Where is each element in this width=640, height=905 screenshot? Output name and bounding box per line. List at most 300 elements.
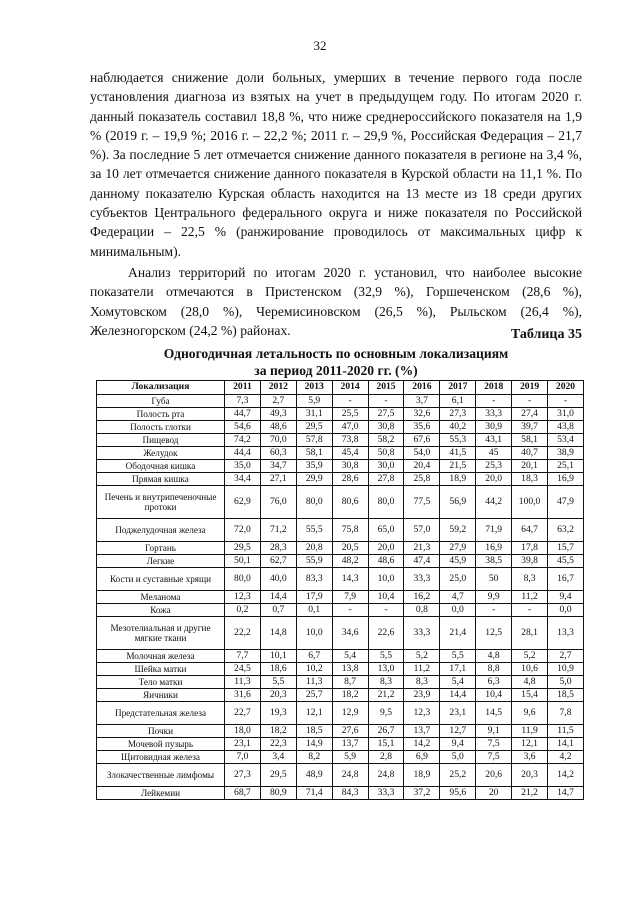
value-cell: 100,0 [512,486,548,519]
localization-cell: Злокачественные лимфомы [97,764,225,787]
value-cell: 74,2 [225,434,261,447]
localization-cell: Почки [97,725,225,738]
value-cell: 14,4 [440,689,476,702]
value-cell: 25,3 [476,460,512,473]
value-cell: 14,7 [548,787,584,800]
table-row [97,460,584,473]
value-cell: 29,9 [296,473,332,486]
table-row [97,650,584,663]
value-cell: 3,7 [404,395,440,408]
value-cell: 25,5 [332,408,368,421]
value-cell: 14,9 [296,738,332,751]
value-cell: 58,1 [296,447,332,460]
value-cell: 5,0 [440,751,476,764]
value-cell: 8,8 [476,663,512,676]
value-cell: 35,9 [296,460,332,473]
value-cell: 27,4 [512,408,548,421]
value-cell: 20,8 [296,542,332,555]
localization-cell: Полость глотки [97,421,225,434]
lethality-table [96,380,584,800]
value-cell: 12,5 [476,617,512,650]
value-cell: 20,1 [512,460,548,473]
value-cell: 8,3 [368,676,404,689]
value-cell: 6,3 [476,676,512,689]
header-year: 2011 [225,381,261,395]
value-cell: 39,8 [512,555,548,568]
table-row [97,408,584,421]
value-cell: 23,1 [225,738,261,751]
value-cell: 20,4 [404,460,440,473]
value-cell: 25,2 [440,764,476,787]
value-cell: 43,1 [476,434,512,447]
table-row [97,568,584,591]
value-cell: 80,6 [332,486,368,519]
value-cell: 27,3 [225,764,261,787]
value-cell: 48,2 [332,555,368,568]
value-cell: 10,9 [548,663,584,676]
table-row [97,751,584,764]
value-cell: 5,2 [512,650,548,663]
table-row [97,486,584,519]
value-cell: - [512,604,548,617]
localization-cell: Меланома [97,591,225,604]
localization-cell: Губа [97,395,225,408]
value-cell: 21,2 [512,787,548,800]
value-cell: 25,0 [440,568,476,591]
value-cell: 15,7 [548,542,584,555]
header-year: 2017 [440,381,476,395]
table-row [97,676,584,689]
value-cell: 4,2 [548,751,584,764]
value-cell: 7,7 [225,650,261,663]
value-cell: 5,9 [332,751,368,764]
value-cell: 62,7 [260,555,296,568]
value-cell: 22,7 [225,702,261,725]
value-cell: 31,6 [225,689,261,702]
value-cell: 19,3 [260,702,296,725]
value-cell: 18,6 [260,663,296,676]
value-cell: 20,5 [332,542,368,555]
localization-cell: Прямая кишка [97,473,225,486]
value-cell: 45,4 [332,447,368,460]
value-cell: 9,4 [548,591,584,604]
value-cell: 77,5 [404,486,440,519]
value-cell: 30,8 [332,460,368,473]
value-cell: 48,6 [368,555,404,568]
value-cell: 10,4 [368,591,404,604]
value-cell: 12,7 [440,725,476,738]
value-cell: 54,6 [225,421,261,434]
value-cell: 2,8 [368,751,404,764]
value-cell: 15,1 [368,738,404,751]
value-cell: 9,5 [368,702,404,725]
value-cell: 0,2 [225,604,261,617]
value-cell: 71,2 [260,519,296,542]
value-cell: 17,9 [296,591,332,604]
value-cell: 13,3 [548,617,584,650]
value-cell: 13,8 [332,663,368,676]
value-cell: 16,9 [476,542,512,555]
localization-cell: Пищевод [97,434,225,447]
localization-cell: Тело матки [97,676,225,689]
value-cell: 27,8 [368,473,404,486]
value-cell: 58,2 [368,434,404,447]
value-cell: 55,3 [440,434,476,447]
value-cell: 29,5 [260,764,296,787]
value-cell: 11,3 [296,676,332,689]
value-cell: 0,0 [548,604,584,617]
value-cell: 7,3 [225,395,261,408]
value-cell: 22,6 [368,617,404,650]
table-header-row [97,381,584,395]
value-cell: 13,0 [368,663,404,676]
value-cell: 13,7 [404,725,440,738]
value-cell: 0,7 [260,604,296,617]
value-cell: 27,6 [332,725,368,738]
value-cell: 30,0 [368,460,404,473]
header-year: 2020 [548,381,584,395]
value-cell: 11,9 [512,725,548,738]
value-cell: 7,0 [225,751,261,764]
header-year: 2019 [512,381,548,395]
localization-cell: Ободочная кишка [97,460,225,473]
value-cell: 21,3 [404,542,440,555]
value-cell: 22,2 [225,617,261,650]
value-cell: 31,1 [296,408,332,421]
value-cell: 31,0 [548,408,584,421]
value-cell: 95,6 [440,787,476,800]
value-cell: 55,5 [296,519,332,542]
value-cell: 9,6 [512,702,548,725]
table-body [97,395,584,800]
value-cell: 49,3 [260,408,296,421]
value-cell: 9,1 [476,725,512,738]
value-cell: 4,8 [512,676,548,689]
table-row [97,617,584,650]
table-title-line: Одногодичная летальность по основным локализациям [163,346,509,361]
table-row [97,542,584,555]
localization-cell: Молочная железа [97,650,225,663]
table-row [97,473,584,486]
value-cell: 72,0 [225,519,261,542]
value-cell: 30,9 [476,421,512,434]
value-cell: - [548,395,584,408]
table-row [97,787,584,800]
value-cell: 45,5 [548,555,584,568]
value-cell: 47,4 [404,555,440,568]
value-cell: 75,8 [332,519,368,542]
value-cell: 14,8 [260,617,296,650]
value-cell: 70,0 [260,434,296,447]
value-cell: 76,0 [260,486,296,519]
value-cell: - [332,604,368,617]
value-cell: 14,1 [548,738,584,751]
value-cell: 57,8 [296,434,332,447]
value-cell: 12,3 [404,702,440,725]
localization-cell: Щитовидная железа [97,751,225,764]
value-cell: 6,9 [404,751,440,764]
value-cell: 20,3 [260,689,296,702]
value-cell: 24,5 [225,663,261,676]
value-cell: 10,0 [296,617,332,650]
paragraph: наблюдается снижение доли больных, умерших в течение первого года после установления диагноза из взятых на учет в предыдущем году. По итогам 2020 г. данный показатель составил 18,8 %, что ниже среднероссийского показателя на 1,9 % (2019 г. – 19,9 %; 2016 г. – 22,2 %; 2011 г. – 29,9 %, Российская Федерация – 21,7 %). За последние 5 лет отмечается снижение данного показателя в регионе на 3,4 %, за 10 лет отмечается снижение данного показателя в Курской области на 11,1 %. По данному показателю Курская область находится на 13 месте из 18 среди других субъектов Центрального федерального округа и ниже показателя по Российской Федерации – 22,5 % (ранжирование проводилось от максимальных цифр к минимальным). [90,70,582,259]
table-row [97,702,584,725]
value-cell: 40,0 [260,568,296,591]
value-cell: 5,4 [332,650,368,663]
value-cell: 7,5 [476,751,512,764]
value-cell: 14,4 [260,591,296,604]
value-cell: 8,2 [296,751,332,764]
value-cell: 18,0 [225,725,261,738]
value-cell: - [368,604,404,617]
paragraph: Анализ территорий по итогам 2020 г. установил, что наиболее высокие показатели отмечаются в Пристенском (32,9 %), Горшеченском (28,6 %), Хомутовском (28,0 %), Черемисиновском (26,5 %), Рыльском (26,4 %), Железногорском (24,2 %) районах. [90,264,582,338]
table-row [97,519,584,542]
value-cell: 33,3 [404,617,440,650]
value-cell: 59,2 [440,519,476,542]
value-cell: 2,7 [260,395,296,408]
value-cell: 44,7 [225,408,261,421]
value-cell: 16,7 [548,568,584,591]
value-cell: 5,5 [260,676,296,689]
value-cell: 8,3 [404,676,440,689]
value-cell: 35,6 [404,421,440,434]
value-cell: 23,9 [404,689,440,702]
value-cell: 80,0 [368,486,404,519]
header-year: 2015 [368,381,404,395]
value-cell: 16,2 [404,591,440,604]
value-cell: 8,7 [332,676,368,689]
value-cell: 18,3 [512,473,548,486]
value-cell: 5,5 [368,650,404,663]
value-cell: 35,0 [225,460,261,473]
value-cell: 7,9 [332,591,368,604]
value-cell: 33,3 [404,568,440,591]
value-cell: 29,5 [296,421,332,434]
body-text [90,68,582,340]
value-cell: 50,8 [368,447,404,460]
value-cell: 24,8 [368,764,404,787]
value-cell: 16,9 [548,473,584,486]
value-cell: 3,4 [260,751,296,764]
table-title-line: за период 2011-2020 гг. (%) [254,363,418,378]
localization-cell: Печень и внутрипеченочные протоки [97,486,225,519]
value-cell: 26,7 [368,725,404,738]
localization-cell: Кожа [97,604,225,617]
value-cell: 6,7 [296,650,332,663]
value-cell: 44,4 [225,447,261,460]
value-cell: 25,1 [548,460,584,473]
value-cell: 64,7 [512,519,548,542]
value-cell: 47,9 [548,486,584,519]
value-cell: 17,1 [440,663,476,676]
localization-cell: Шейка матки [97,663,225,676]
value-cell: 57,0 [404,519,440,542]
value-cell: 0,0 [440,604,476,617]
table-row [97,738,584,751]
localization-cell: Предстательная железа [97,702,225,725]
header-year: 2012 [260,381,296,395]
value-cell: 10,4 [476,689,512,702]
value-cell: 5,5 [440,650,476,663]
value-cell: - [476,395,512,408]
value-cell: 27,5 [368,408,404,421]
value-cell: 54,0 [404,447,440,460]
value-cell: 37,2 [404,787,440,800]
table-row [97,421,584,434]
value-cell: 18,2 [332,689,368,702]
value-cell: 5,0 [548,676,584,689]
table-row [97,395,584,408]
localization-cell: Мочевой пузырь [97,738,225,751]
localization-cell: Кости и суставные хрящи [97,568,225,591]
value-cell: 0,1 [296,604,332,617]
localization-cell: Яичники [97,689,225,702]
value-cell: 65,0 [368,519,404,542]
value-cell: 32,6 [404,408,440,421]
value-cell: 10,6 [512,663,548,676]
value-cell: 10,1 [260,650,296,663]
localization-cell: Гортань [97,542,225,555]
value-cell: 67,6 [404,434,440,447]
value-cell: 48,6 [260,421,296,434]
value-cell: 0,8 [404,604,440,617]
table-row [97,434,584,447]
value-cell: 50,1 [225,555,261,568]
value-cell: 80,0 [296,486,332,519]
table-label: Таблица 35 [510,327,582,342]
value-cell: 9,9 [476,591,512,604]
value-cell: 60,3 [260,447,296,460]
localization-cell: Поджелудочная железа [97,519,225,542]
value-cell: 14,3 [332,568,368,591]
value-cell: 29,5 [225,542,261,555]
value-cell: 6,1 [440,395,476,408]
value-cell: 21,5 [440,460,476,473]
value-cell: 27,3 [440,408,476,421]
value-cell: 18,9 [440,473,476,486]
value-cell: 34,6 [332,617,368,650]
value-cell: 14,2 [548,764,584,787]
value-cell: 18,5 [296,725,332,738]
value-cell: 11,5 [548,725,584,738]
value-cell: 39,7 [512,421,548,434]
localization-cell: Желудок [97,447,225,460]
page-number: 32 [313,38,327,53]
value-cell: - [332,395,368,408]
value-cell: 84,3 [332,787,368,800]
table-row [97,555,584,568]
value-cell: - [368,395,404,408]
value-cell: 12,3 [225,591,261,604]
table-row [97,725,584,738]
value-cell: 43,8 [548,421,584,434]
value-cell: 18,9 [404,764,440,787]
value-cell: 20 [476,787,512,800]
value-cell: 2,7 [548,650,584,663]
value-cell: 38,9 [548,447,584,460]
value-cell: 25,8 [404,473,440,486]
value-cell: 11,2 [404,663,440,676]
value-cell: 62,9 [225,486,261,519]
value-cell: 11,3 [225,676,261,689]
header-year: 2013 [296,381,332,395]
value-cell: 5,9 [296,395,332,408]
value-cell: 28,6 [332,473,368,486]
value-cell: 34,7 [260,460,296,473]
value-cell: 68,7 [225,787,261,800]
value-cell: 18,5 [548,689,584,702]
value-cell: 24,8 [332,764,368,787]
header-year: 2016 [404,381,440,395]
value-cell: 13,7 [332,738,368,751]
value-cell: 33,3 [368,787,404,800]
value-cell: 18,2 [260,725,296,738]
value-cell: 4,8 [476,650,512,663]
table-row [97,447,584,460]
value-cell: 23,1 [440,702,476,725]
value-cell: 83,3 [296,568,332,591]
value-cell: 44,2 [476,486,512,519]
value-cell: 10,0 [368,568,404,591]
value-cell: 27,9 [440,542,476,555]
value-cell: 48,9 [296,764,332,787]
value-cell: 73,8 [332,434,368,447]
value-cell: 40,2 [440,421,476,434]
value-cell: 40,7 [512,447,548,460]
table-row [97,689,584,702]
value-cell: 71,9 [476,519,512,542]
value-cell: 55,9 [296,555,332,568]
value-cell: 12,9 [332,702,368,725]
value-cell: 7,5 [476,738,512,751]
value-cell: 4,7 [440,591,476,604]
value-cell: 21,4 [440,617,476,650]
value-cell: 21,2 [368,689,404,702]
value-cell: 9,4 [440,738,476,751]
value-cell: 28,1 [512,617,548,650]
table-row [97,591,584,604]
header-year: 2018 [476,381,512,395]
value-cell: 20,3 [512,764,548,787]
value-cell: 14,5 [476,702,512,725]
header-year: 2014 [332,381,368,395]
value-cell: 71,4 [296,787,332,800]
value-cell: 11,2 [512,591,548,604]
value-cell: 12,1 [296,702,332,725]
value-cell: 58,1 [512,434,548,447]
localization-cell: Лейкемии [97,787,225,800]
value-cell: 41,5 [440,447,476,460]
value-cell: 38,5 [476,555,512,568]
table-row [97,663,584,676]
value-cell: 5,4 [440,676,476,689]
value-cell: 12,1 [512,738,548,751]
value-cell: 15,4 [512,689,548,702]
value-cell: 20,0 [476,473,512,486]
value-cell: 20,0 [368,542,404,555]
value-cell: 47,0 [332,421,368,434]
value-cell: 8,3 [512,568,548,591]
value-cell: 63,2 [548,519,584,542]
value-cell: 28,3 [260,542,296,555]
value-cell: 45 [476,447,512,460]
table-title [90,345,582,379]
value-cell: 17,8 [512,542,548,555]
value-cell: 80,0 [225,568,261,591]
value-cell: - [476,604,512,617]
value-cell: 56,9 [440,486,476,519]
value-cell: 30,8 [368,421,404,434]
